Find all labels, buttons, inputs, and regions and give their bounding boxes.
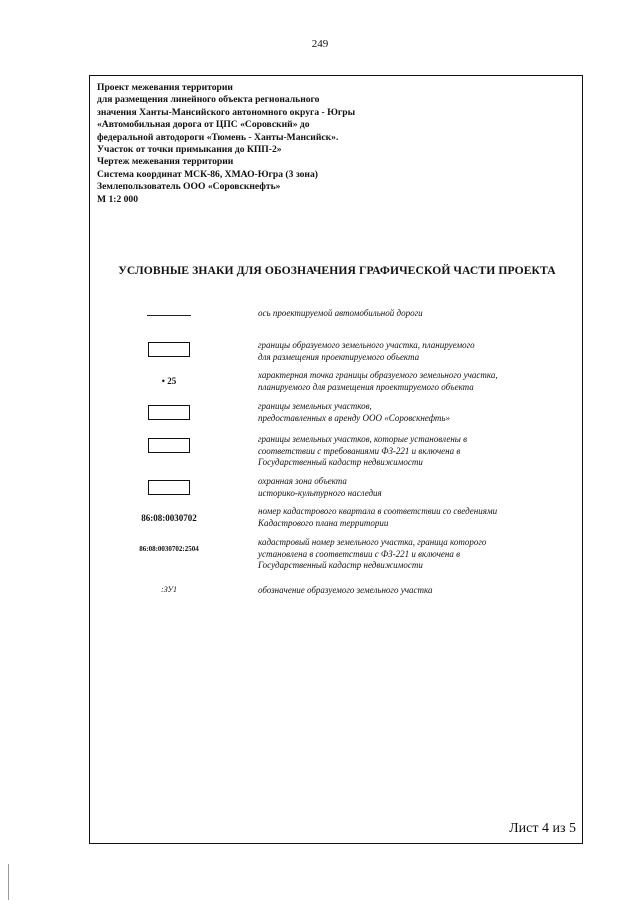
title-block-line: Проект межевания территории — [97, 82, 233, 93]
legend-description-line: охранная зона объекта — [258, 476, 347, 486]
legend-description — [258, 401, 558, 424]
legend-symbol — [90, 480, 248, 495]
legend-description — [258, 340, 558, 363]
legend-description-line: планируемого для размещения проектируемого объекта — [258, 381, 474, 392]
scan-edge-mark — [8, 864, 9, 900]
title-block-line: Землепользователь ООО «Соровскнефть» — [97, 181, 281, 193]
page-number: 249 — [311, 38, 329, 50]
title-block-line: федеральной автодороги «Тюмень - Ханты-Мансийск». — [97, 131, 339, 143]
legend-description — [258, 308, 558, 320]
legend-description-line: границы образуемого земельного участка, планируемого — [258, 340, 475, 350]
legend-description — [258, 370, 558, 393]
legend-description — [258, 476, 558, 499]
title-block-line: значения Ханты-Мансийского автономного округа - Югры — [97, 106, 356, 118]
title-block-line: Система координат МСК-86, ХМАО-Югра (3 зона) — [97, 168, 318, 180]
rectangle-symbol — [148, 438, 190, 453]
title-block — [97, 82, 355, 206]
legend-description-line: историко-культурного наследия — [258, 487, 382, 498]
legend-description-line: для размещения проектируемого объекта — [258, 351, 420, 362]
legend-description-line: Кадастрового плана территории — [258, 517, 389, 528]
legend-description-line: номер кадастрового квартала в соответствии со сведениями — [258, 506, 498, 516]
legend-description-line: границы земельных участков, которые установлены в — [258, 434, 468, 444]
legend-symbol — [90, 545, 248, 553]
scale-label: М 1:2 000 — [97, 193, 139, 205]
legend-symbol — [90, 342, 248, 357]
legend-description — [258, 585, 558, 597]
legend-description — [258, 434, 558, 469]
sheet-label: Лист 4 из 5 — [509, 821, 576, 836]
legend-description-line: Государственный кадастр недвижимости — [258, 457, 423, 467]
legend-symbol — [90, 585, 248, 594]
legend-symbol — [90, 513, 248, 523]
legend-description-line: соответствии с требованиями ФЗ-221 и включена в — [258, 445, 461, 456]
legend-description-line: ось проектируемой автомобильной дороги — [258, 308, 423, 318]
cadastral-plot-code: 86:08:0030702:2504 — [139, 545, 199, 553]
legend-description-line: границы земельных участков, — [258, 401, 372, 411]
legend-description-line: предоставленных в аренду ООО «Соровскнефть» — [258, 412, 450, 423]
legend-description — [258, 506, 558, 529]
point-symbol: • 25 — [161, 376, 177, 386]
document-frame — [89, 75, 583, 844]
legend-title: УСЛОВНЫЕ ЗНАКИ ДЛЯ ОБОЗНАЧЕНИЯ ГРАФИЧЕСКОЙ ЧАСТИ ПРОЕКТА — [118, 264, 556, 277]
legend-symbol — [90, 405, 248, 420]
legend-description-line: установлена в соответствии с ФЗ-221 и включена в — [258, 548, 460, 559]
plot-designation-symbol: :ЗУ1 — [161, 585, 177, 594]
legend-description — [258, 537, 558, 572]
rectangle-symbol — [148, 405, 190, 420]
legend-symbol — [90, 376, 248, 386]
title-block-line: Участок от точки примыкания до КПП-2» — [97, 144, 282, 156]
title-block-line: Чертеж межевания территории — [97, 156, 234, 168]
title-block-line: для размещения линейного объекта регионального — [97, 94, 320, 106]
rectangle-symbol — [148, 480, 190, 495]
rectangle-symbol — [148, 342, 190, 357]
legend-description-line: кадастровый номер земельного участка, граница которого — [258, 537, 487, 547]
legend-symbol — [90, 308, 248, 316]
legend-description-line: Государственный кадастр недвижимости — [258, 560, 423, 570]
cadastral-quarter-code: 86:08:0030702 — [141, 513, 197, 523]
road-axis-line-symbol — [147, 315, 191, 316]
legend-description-line: обозначение образуемого земельного участка — [258, 585, 433, 595]
legend-description-line: характерная точка границы образуемого земельного участка, — [258, 370, 498, 380]
legend-symbol — [90, 438, 248, 453]
title-block-line: «Автомобильная дорога от ЦПС «Соровский» до — [97, 119, 310, 131]
